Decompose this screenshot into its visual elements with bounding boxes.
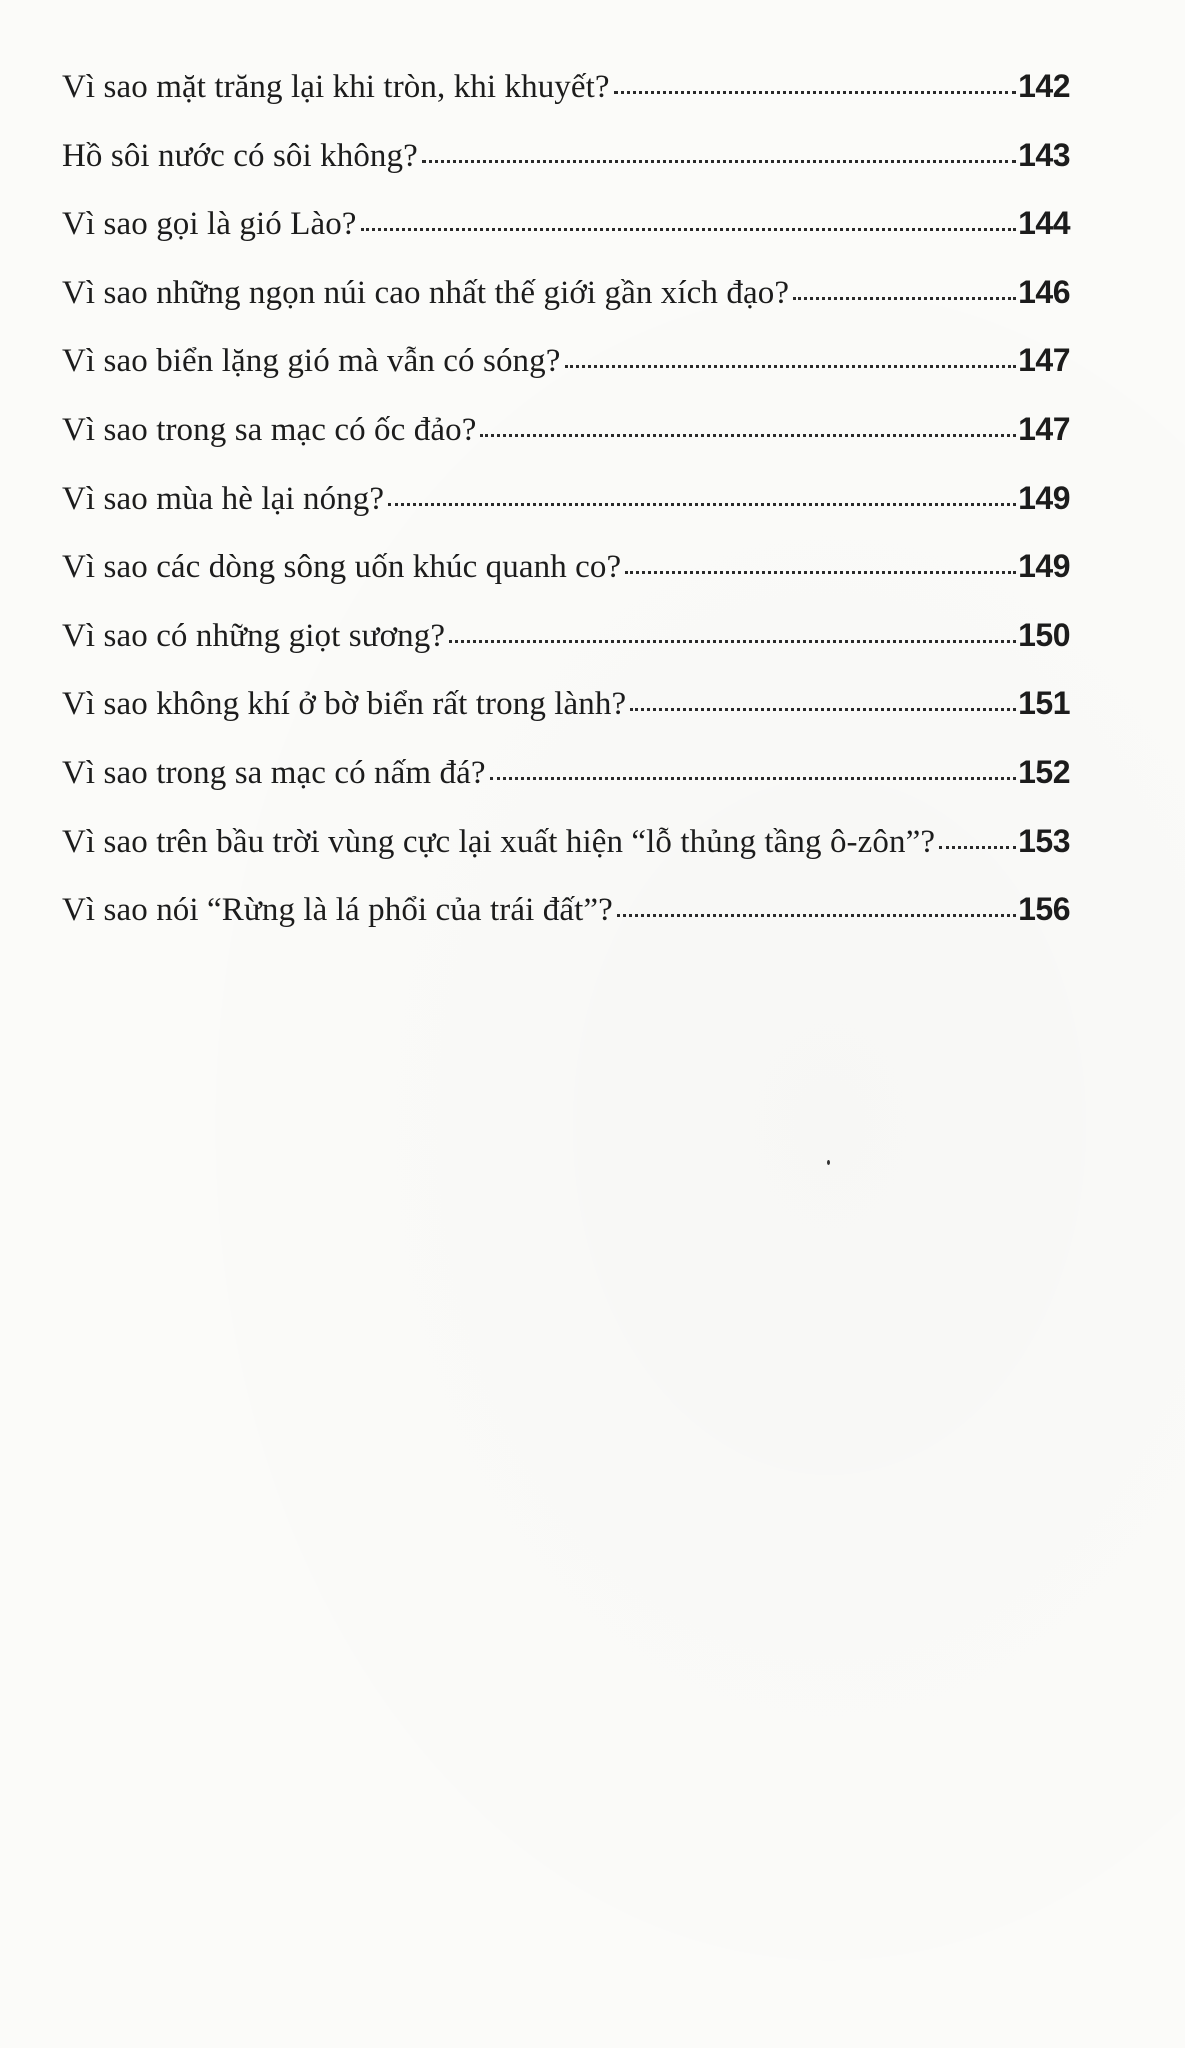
toc-entry-title: Vì sao biển lặng gió mà vẫn có sóng? — [62, 343, 561, 380]
ink-speck — [827, 1160, 830, 1165]
dot-leader — [625, 571, 1016, 574]
toc-entry — [62, 273, 1070, 345]
toc-entry — [62, 616, 1070, 688]
dot-leader — [361, 228, 1017, 231]
dot-leader — [490, 777, 1017, 780]
toc-entry-title: Vì sao những ngọn núi cao nhất thế giới gần xích đạo? — [62, 274, 790, 311]
dot-leader — [630, 708, 1016, 711]
toc-entry-page: 147 — [1018, 342, 1070, 379]
toc-entry — [62, 893, 1070, 962]
toc-entry-title: Vì sao mặt trăng lại khi tròn, khi khuyết? — [62, 69, 610, 105]
dot-leader — [388, 503, 1016, 506]
toc-entry-page: 153 — [1018, 822, 1070, 859]
toc-entry-title: Vì sao nói “Rừng là lá phổi của trái đất”? — [62, 892, 613, 929]
dot-leader — [422, 160, 1016, 163]
toc-entry-page: 149 — [1018, 548, 1070, 585]
dot-leader — [939, 846, 1016, 849]
toc-entry — [62, 550, 1070, 619]
toc-entry-title: Vì sao các dòng sông uốn khúc quanh co? — [62, 549, 622, 586]
dot-leader — [793, 297, 1016, 300]
toc-entry-page: 149 — [1018, 479, 1070, 516]
toc-entry — [62, 479, 1070, 551]
dot-leader — [617, 914, 1016, 917]
toc-entry — [62, 70, 1070, 139]
toc-entry-page: 144 — [1018, 205, 1070, 242]
toc-entry — [62, 410, 1070, 482]
dot-leader — [480, 434, 1016, 437]
dot-leader — [614, 91, 1016, 94]
dot-leader — [449, 640, 1016, 643]
toc-entry-page: 142 — [1018, 68, 1070, 104]
toc-entry-title: Vì sao trong sa mạc có nấm đá? — [62, 754, 486, 791]
toc-entry — [62, 753, 1070, 825]
toc-entry-title: Vì sao mùa hè lại nóng? — [62, 480, 385, 517]
toc-entry-page: 150 — [1018, 616, 1070, 653]
dot-leader — [565, 365, 1017, 368]
toc-entry — [62, 207, 1070, 276]
toc-entry-title: Vì sao trên bầu trời vùng cực lại xuất hiện “lỗ thủng tầng ô-zôn”? — [62, 823, 936, 860]
toc-entry-page: 156 — [1018, 891, 1070, 928]
toc-entry — [62, 822, 1070, 894]
toc-entry — [62, 344, 1070, 413]
toc-entry — [62, 687, 1070, 756]
toc-entry-page: 152 — [1018, 753, 1070, 790]
toc-entry-page: 147 — [1018, 410, 1070, 447]
toc-entry-page: 143 — [1018, 136, 1070, 173]
toc-entry-title: Vì sao trong sa mạc có ốc đảo? — [62, 411, 477, 448]
table-of-contents — [62, 70, 1070, 962]
toc-entry — [62, 136, 1070, 208]
toc-entry-title: Vì sao có những giọt sương? — [62, 617, 446, 654]
toc-entry-page: 146 — [1018, 273, 1070, 310]
toc-entry-title: Hồ sôi nước có sôi không? — [62, 137, 418, 174]
toc-entry-title: Vì sao gọi là gió Lào? — [62, 206, 357, 243]
toc-entry-page: 151 — [1018, 685, 1070, 722]
toc-entry-title: Vì sao không khí ở bờ biển rất trong lành? — [62, 686, 627, 723]
